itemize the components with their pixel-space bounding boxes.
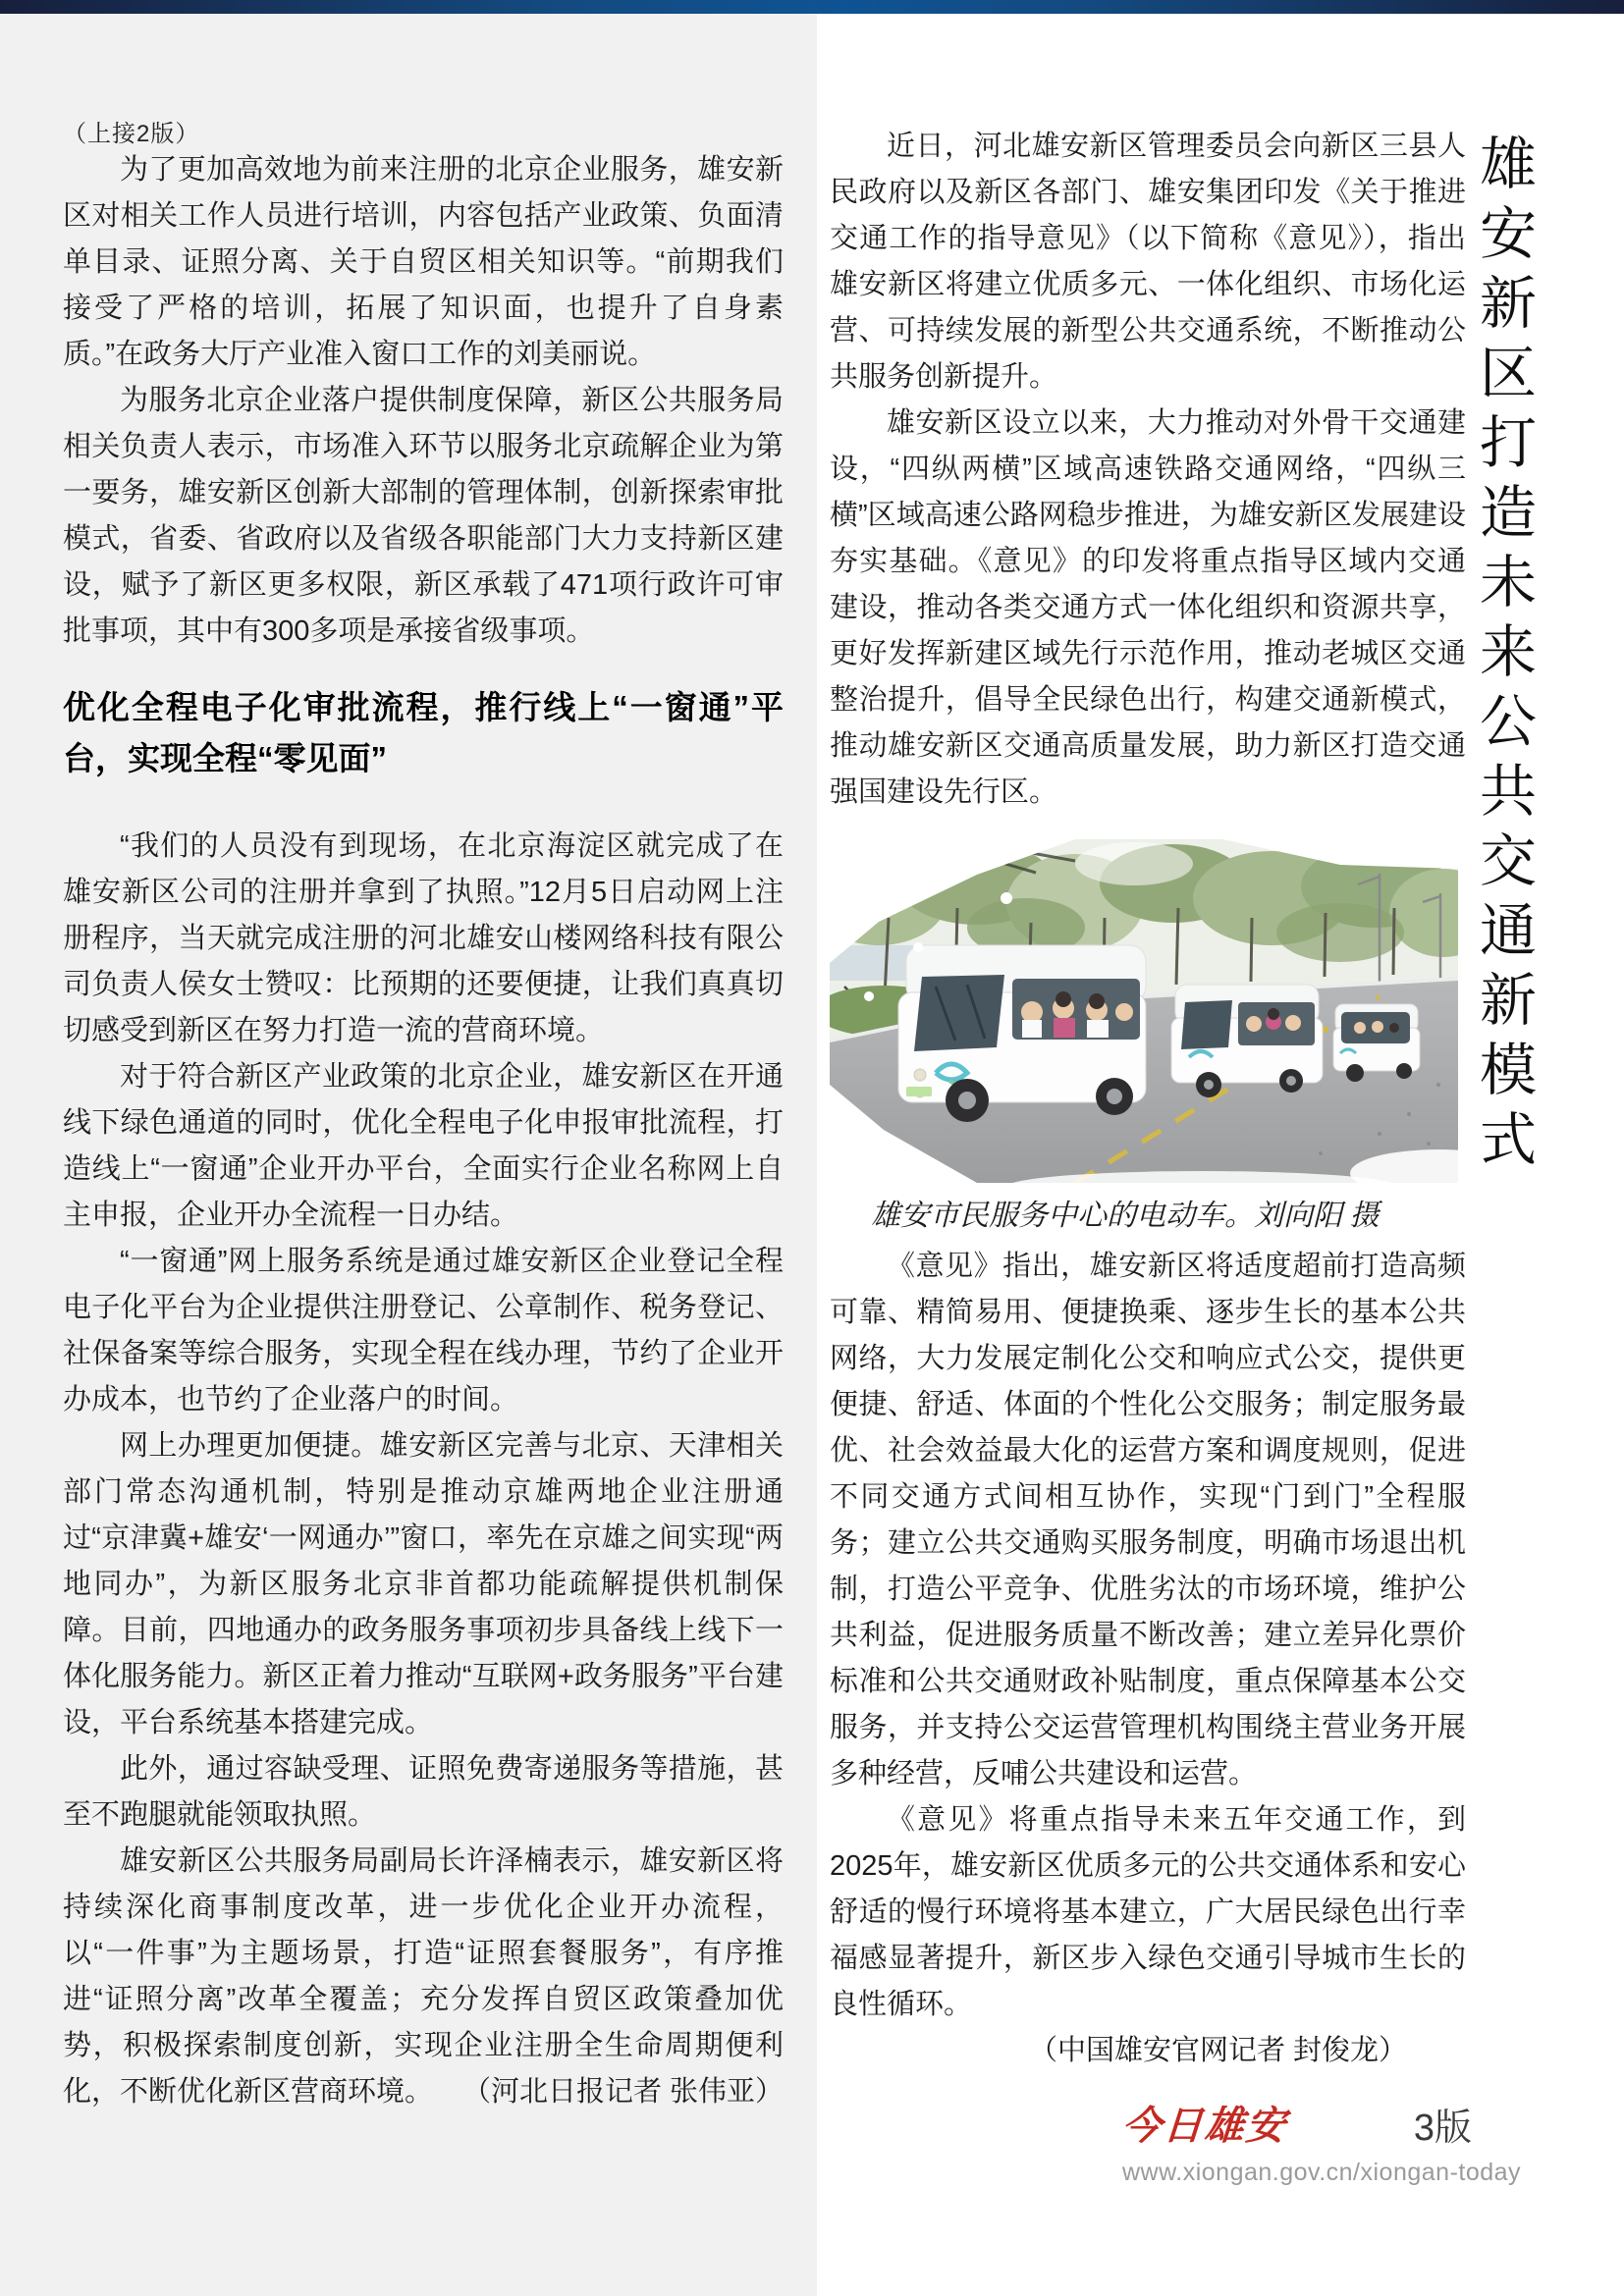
shuttle-bus-front [898, 945, 1146, 1122]
left-article-byline: （河北日报记者 张伟亚） [461, 2076, 784, 2108]
right-article-column [830, 124, 1466, 2074]
right-paragraph-3: 《意见》指出，雄安新区将适度超前打造高频可靠、精简易用、便捷换乘、逐步生长的基本公共网络，大力发展定制化公交和响应式公交，提供更便捷、舒适、体面的个性化公交服务；制定服务最优、社会效益最大化的运营方案和调度规则，促进不同交通方式间相互协作，实现“门到门”全程服务；建立公共交通购买服务制度，明确市场退出机制，打造公平竞争、优胜劣汰的市场环境，维护公共利益，促进服务质量不断改善；建立差异化票价标准和公共交通财政补贴制度，重点保障基本公交服务，并支持公交运营管理机构围绕主营业务开展多种经营，反哺公共建设和运营。 [830, 1251, 1466, 1789]
page-footer [1120, 2095, 1522, 2187]
left-paragraph-3: “我们的人员没有到现场，在北京海淀区就完成了在雄安新区公司的注册并拿到了执照。”12月5日启动网上注册程序，当天就完成注册的河北雄安山楼网络科技有限公司负责人侯女士赞叹：比预期的还要便捷，让我们真真切切感受到新区在努力打造一流的营商环境。 [63, 830, 784, 1046]
right-paragraph-2: 雄安新区设立以来，大力推动对外骨干交通建设，“四纵两横”区域高速铁路交通网络，“四纵三横”区域高速公路网稳步推进，为雄安新区发展建设夯实基础。《意见》的印发将重点指导区域内交通建设，推动各类交通方式一体化组织和资源共享，更好发挥新建区域先行示范作用，推动老城区交通整治提升，倡导全民绿色出行，构建交通新模式，推动雄安新区交通高质量发展，助力新区打造交通强国建设先行区。 [830, 407, 1466, 808]
left-paragraph-5: “一窗通”网上服务系统是通过雄安新区企业登记全程电子化平台为企业提供注册登记、公章制作、税务登记、社保备案等综合服务，实现全程在线办理，节约了企业开办成本，也节约了企业落户的时间。 [63, 1246, 784, 1415]
left-paragraph-8-text: 雄安新区公共服务局副局长许泽楠表示，雄安新区将持续深化商事制度改革，进一步优化企业开办流程，以“一件事”为主题场景，打造“证照套餐服务”，有序推进“证照分离”改革全覆盖；充分发挥自贸区政策叠加优势，积极探索制度创新，实现企业注册全生命周期便利化，不断优化新区营商环境。 [63, 1845, 784, 2108]
left-article-subheading: 优化全程电子化审批流程，推行线上“一窗通”平台，实现全程“零见面” [63, 689, 784, 776]
shuttle-bus-photo-illustration [830, 839, 1458, 1183]
left-paragraph-4: 对于符合新区产业政策的北京企业，雄安新区在开通线下绿色通道的同时，优化全程电子化申报审批流程，打造线上“一窗通”企业开办平台，全面实行企业名称网上自主申报，企业开办全流程一日办结。 [63, 1061, 784, 1231]
left-paragraph-7: 此外，通过容缺受理、证照免费寄递服务等措施，甚至不跑腿就能领取执照。 [63, 1753, 784, 1831]
photo-caption: 雄安市民服务中心的电动车。刘向阳 摄 [871, 1200, 1380, 1232]
right-paragraph-4: 《意见》将重点指导未来五年交通工作，到2025年，雄安新区优质多元的公共交通体系和安心舒适的慢行环境将基本建立，广大居民绿色出行幸福感显著提升，新区步入绿色交通引导城市生长的良性循环。 [830, 1804, 1466, 2020]
shuttle-bus-middle [1171, 985, 1323, 1097]
left-paragraph-8 [63, 1839, 784, 2115]
brand-logo: 今日雄安 [1120, 2104, 1289, 2148]
left-paragraph-2: 为服务北京企业落户提供制度保障，新区公共服务局相关负责人表示，市场准入环节以服务北京疏解企业为第一要务，雄安新区创新大部制的管理体制，创新探索审批模式，省委、省政府以及省级各职能部门大力支持新区建设，赋予了新区更多权限，新区承载了471项行政许可审批事项，其中有300多项是承接省级事项。 [63, 385, 784, 647]
left-paragraph-6: 网上办理更加便捷。雄安新区完善与北京、天津相关部门常态沟通机制，特别是推动京雄两地企业注册通过“京津冀+雄安‘一网通办’”窗口，率先在京雄之间实现“两地同办”，为新区服务北京非首都功能疏解提供机制保障。目前，四地通办的政务服务事项初步具备线上线下一体化服务能力。新区正着力推动“互联网+政务服务”平台建设，平台系统基本搭建完成。 [63, 1430, 784, 1738]
page-number: 3版 [1413, 2108, 1472, 2149]
vertical-headline: 雄安新区打造未来公共交通新模式 [1471, 133, 1535, 1179]
right-article-byline: （中国雄安官网记者 封俊龙） [1028, 2035, 1407, 2066]
footer-url-link[interactable]: www.xiongan.gov.cn/xiongan-today [1122, 2159, 1522, 2186]
right-paragraph-1: 近日，河北雄安新区管理委员会向新区三县人民政府以及新区各部门、雄安集团印发《关于推进交通工作的指导意见》（以下简称《意见》），指出雄安新区将建立优质多元、一体化组织、市场化运营、可持续发展的新型公共交通系统，不断推动公共服务创新提升。 [830, 131, 1466, 393]
top-gradient-bar [0, 0, 1624, 14]
left-article-column [63, 147, 784, 2115]
continuation-note: （上接2版） [63, 121, 200, 147]
left-paragraph-1: 为了更加高效地为前来注册的北京企业服务，雄安新区对相关工作人员进行培训，内容包括产业政策、负面清单目录、证照分离、关于自贸区相关知识等。“前期我们接受了严格的培训，拓展了知识面，也提升了自身素质。”在政务大厅产业准入窗口工作的刘美丽说。 [63, 154, 784, 370]
article-photo [830, 839, 1458, 1183]
shuttle-bus-small [1333, 1004, 1420, 1082]
